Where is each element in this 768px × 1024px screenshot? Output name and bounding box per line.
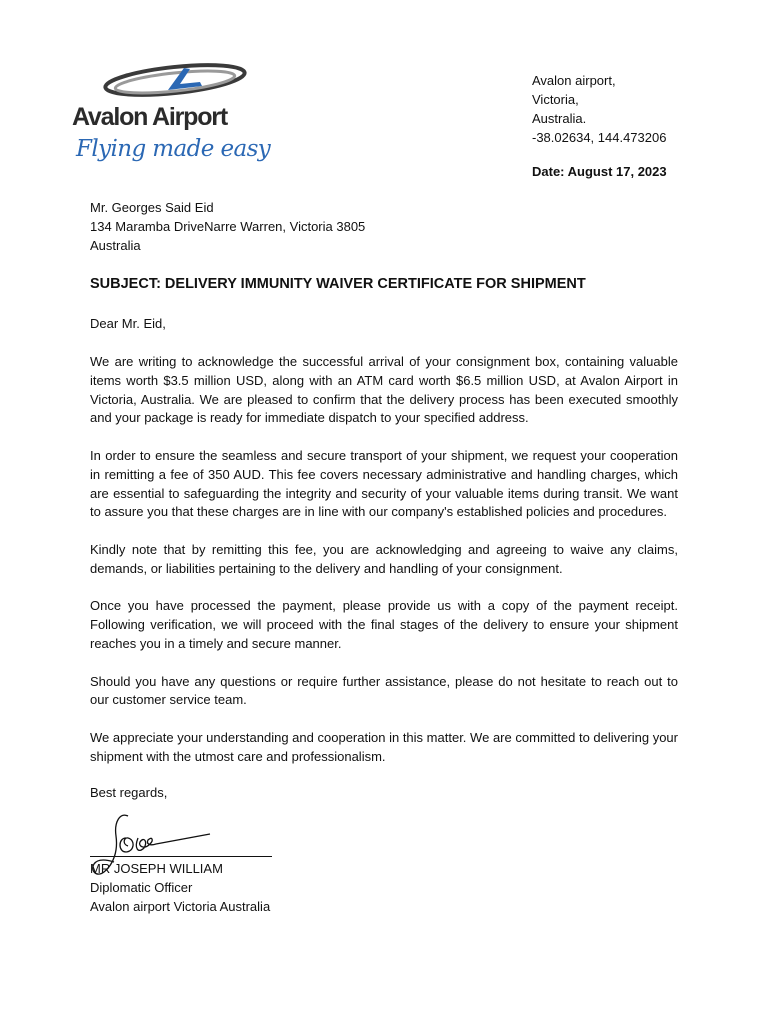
body-paragraph: In order to ensure the seamless and secure transport of your shipment, we request your cooperation in remitting a fee of 350 AUD. This fee covers necessary administrative and handling charges, which are essential to safeguarding the integrity and security of your valuable items during transit. We want to assure you that these charges are in line with our company's established policies and procedures.	[90, 447, 678, 520]
body-paragraph: We are writing to acknowledge the successful arrival of your consignment box, containing valuable items worth $3.5 million USD, along with an ATM card worth $6.5 million USD, at Avalon Airport in Victoria, Australia. We are pleased to confirm that the delivery process has been executed smoothly and your package is ready for immediate dispatch to your specified address.	[90, 354, 678, 426]
letter-subject: SUBJECT: DELIVERY IMMUNITY WAIVER CERTIFICATE FOR SHIPMENT	[90, 276, 586, 292]
body-paragraph: Should you have any questions or require further assistance, please do not hesitate to reach out to our customer service team.	[90, 673, 678, 708]
body-paragraph: We appreciate your understanding and cooperation in this matter. We are committed to delivering your shipment with the utmost care and professionalism.	[90, 729, 678, 764]
letter-body	[90, 353, 678, 785]
letter-date: Date: August 17, 2023	[532, 164, 667, 179]
sender-coordinates: -38.02634, 144.473206	[532, 130, 667, 145]
signature-line	[90, 856, 272, 857]
signer-block	[90, 859, 270, 916]
sender-address-line: Australia.	[532, 111, 587, 126]
body-paragraph: Once you have processed the payment, please provide us with a copy of the payment receipt. Following verification, we will proceed with the final stages of the delivery to ensure your shipment reaches you in a timely and secure manner.	[90, 598, 678, 651]
recipient-street: 134 Maramba DriveNarre Warren, Victoria 3805	[90, 219, 366, 234]
plane-swoosh-icon	[100, 60, 250, 105]
signer-name: MR JOSEPH WILLIAM	[90, 861, 223, 876]
letter-closing: Best regards,	[90, 785, 168, 800]
logo-tagline: Flying made easy	[76, 136, 271, 162]
recipient-name: Mr. Georges Said Eid	[90, 200, 214, 215]
avalon-airport-logo	[70, 60, 271, 175]
sender-address-line: Avalon airport,	[532, 73, 616, 88]
body-paragraph: Kindly note that by remitting this fee, you are acknowledging and agreeing to waive any claims, demands, or liabilities pertaining to the delivery and handling of your consignment.	[90, 541, 678, 576]
recipient-country: Australia	[90, 238, 141, 253]
sender-address	[532, 71, 666, 147]
logo-wordmark: Avalon Airport	[72, 103, 227, 131]
sender-address-line: Victoria,	[532, 92, 579, 107]
letter-greeting: Dear Mr. Eid,	[90, 316, 166, 331]
signer-organization: Avalon airport Victoria Australia	[90, 899, 271, 914]
recipient-address	[90, 198, 365, 255]
signer-title: Diplomatic Officer	[90, 880, 193, 895]
